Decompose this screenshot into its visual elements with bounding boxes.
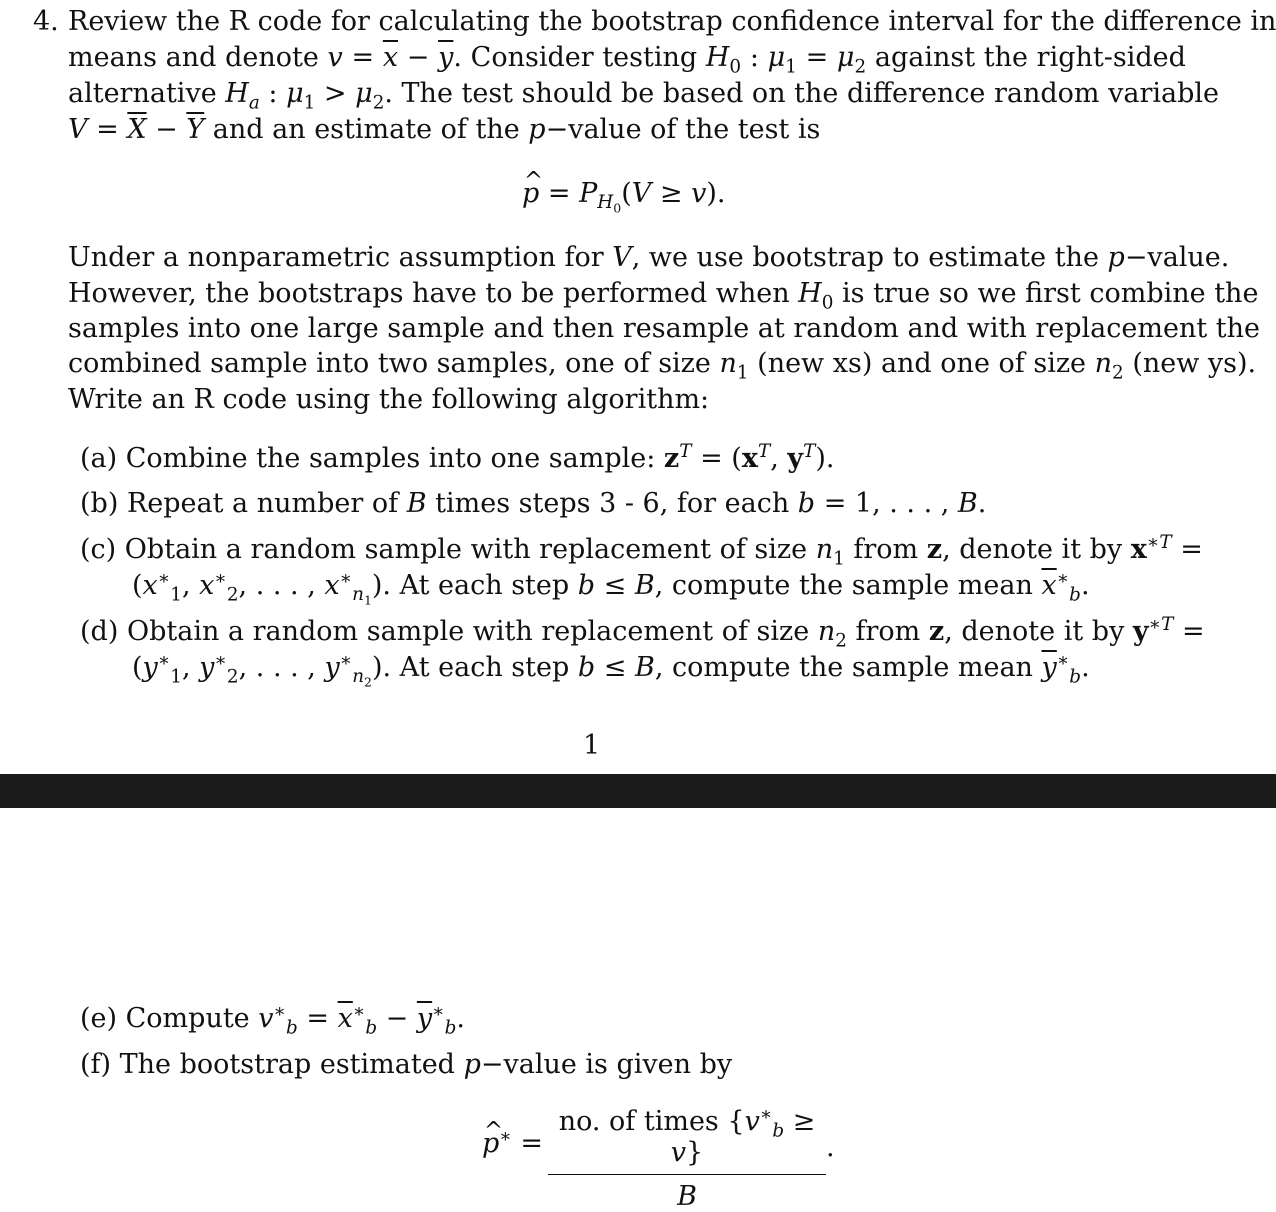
fraction-denominator: B bbox=[677, 1181, 697, 1212]
para1-line1: Review the R code for calculating the bootstrap confidence interval for the difference in bbox=[68, 6, 1276, 37]
para2-line2: However, the bootstraps have to be performed when $H_0$ is true so we first combine the bbox=[68, 278, 1259, 314]
bootstrap-pvalue-fraction bbox=[548, 1106, 826, 1212]
step-f: (f) The bootstrap estimated p−value is given by bbox=[80, 1049, 733, 1080]
bootstrap-pvalue-lhs: ^ p∗ = bbox=[482, 1130, 543, 1157]
page-number: 1 bbox=[583, 730, 601, 761]
pvalue-equation: ^ $p = P_{H_0}(V \ge v)$. bbox=[522, 180, 725, 209]
para2-line5: Write an R code using the following algorithm: bbox=[68, 384, 710, 415]
step-c-line2: ($x^∗_1$, $x^∗_2$, . . . , $x^∗_{n_1}$). At each step b ≤ B, compute the sample mean $\overline{x}^∗_b$. bbox=[132, 568, 1090, 609]
step-e: (e) Compute $v^∗_b = \overline{x}^∗_b - \overline{y}^∗_b$. bbox=[80, 1001, 465, 1039]
problem-number: 4. bbox=[33, 6, 59, 37]
para2-line4: combined sample into two samples, one of size $n_1$ (new xs) and one of size $n_2$ (new ys). bbox=[68, 348, 1257, 384]
step-b: (b) Repeat a number of B times steps 3 - 6, for each b = 1, . . . , B. bbox=[80, 488, 987, 519]
para2-line3: samples into one large sample and then resample at random and with replacement the bbox=[68, 313, 1260, 344]
para2-line1: Under a nonparametric assumption for V, we use bootstrap to estimate the p−value. bbox=[68, 242, 1230, 273]
para1-line2: means and denote $v = \overline{x} - \overline{y}$. Consider testing $H_0$ : $\mu_1 = \mu_2$ against the right-sided bbox=[68, 42, 1186, 78]
step-c-line1: (c) Obtain a random sample with replacement of size $n_1$ from z, denote it by $x^{∗T}$ = bbox=[80, 532, 1203, 570]
para1-line4: $V = \overline{X} - \overline{Y}$ and an estimate of the p−value of the test is bbox=[68, 114, 821, 145]
step-d-line2: ($y^∗_1$, $y^∗_2$, . . . , $y^∗_{n_2}$). At each step b ≤ B, compute the sample mean $\overline{y}^∗_b$. bbox=[132, 650, 1090, 691]
para1-line3: alternative $H_a$ : $\mu_1 > \mu_2$. The test should be based on the difference random variable bbox=[68, 78, 1220, 114]
page-break-divider bbox=[0, 774, 1276, 808]
step-d-line1: (d) Obtain a random sample with replacement of size $n_2$ from z, denote it by $y^{∗T}$ = bbox=[80, 614, 1205, 652]
equation-period: . bbox=[826, 1132, 835, 1163]
fraction-numerator: no. of times $\{v^∗_b \ge v\}$ bbox=[548, 1106, 826, 1175]
step-a: (a) Combine the samples into one sample: $z^T = (x^T$, $y^T$). bbox=[80, 441, 835, 474]
